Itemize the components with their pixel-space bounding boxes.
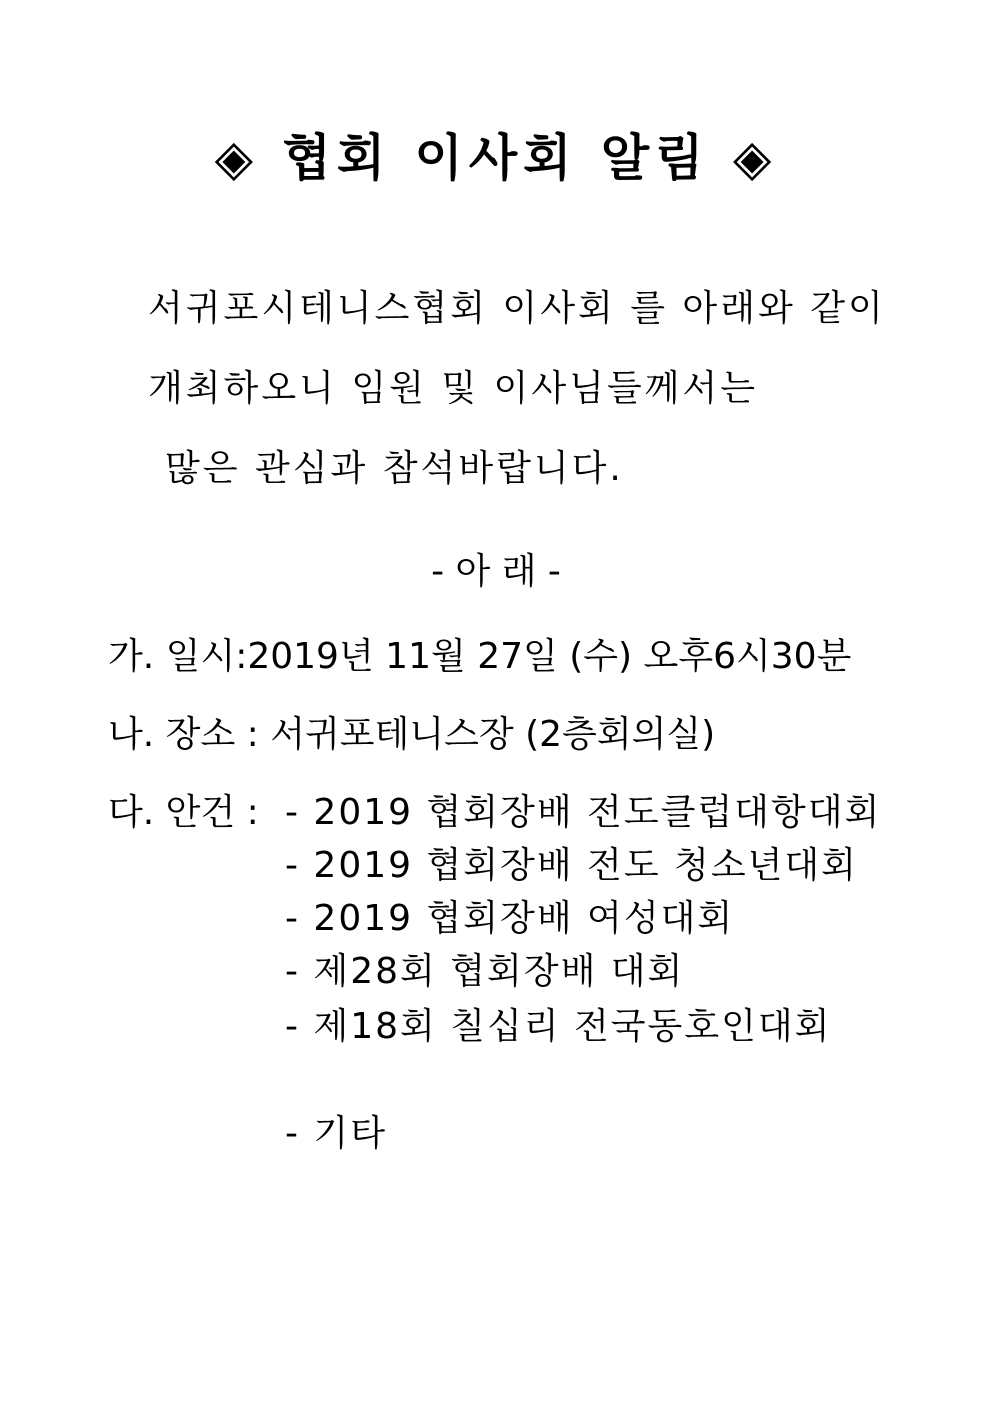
intro-line-2: 개최하오니 임원 및 이사님들께서는	[148, 368, 758, 409]
agenda-item: - 2019 협회장배 전도 청소년대회	[285, 845, 858, 886]
intro-line-1: 서귀포시테니스협회 이사회 를 아래와 같이	[148, 288, 886, 329]
agenda-item: - 2019 협회장배 여성대회	[285, 898, 735, 939]
item-agenda-label: 다. 안건 :	[108, 792, 259, 833]
agenda-item-other: - 기타	[285, 1113, 387, 1154]
item-location: 나. 장소 : 서귀포테니스장 (2층회의실)	[108, 714, 716, 755]
intro-line-3: 많은 관심과 참석바랍니다.	[165, 448, 624, 489]
diamond-left-icon: ◈	[214, 129, 260, 187]
title-text: 협회 이사회 알림	[282, 129, 710, 187]
diamond-right-icon: ◈	[732, 129, 778, 187]
section-heading: - 아 래 -	[431, 551, 561, 592]
item-datetime: 가. 일시:2019년 11월 27일 (수) 오후6시30분	[108, 636, 852, 677]
agenda-item: - 2019 협회장배 전도클럽대항대회	[285, 792, 882, 833]
agenda-item: - 제28회 협회장배 대회	[285, 951, 685, 992]
agenda-item: - 제18회 칠십리 전국동호인대회	[285, 1006, 832, 1047]
page-title	[0, 118, 992, 190]
